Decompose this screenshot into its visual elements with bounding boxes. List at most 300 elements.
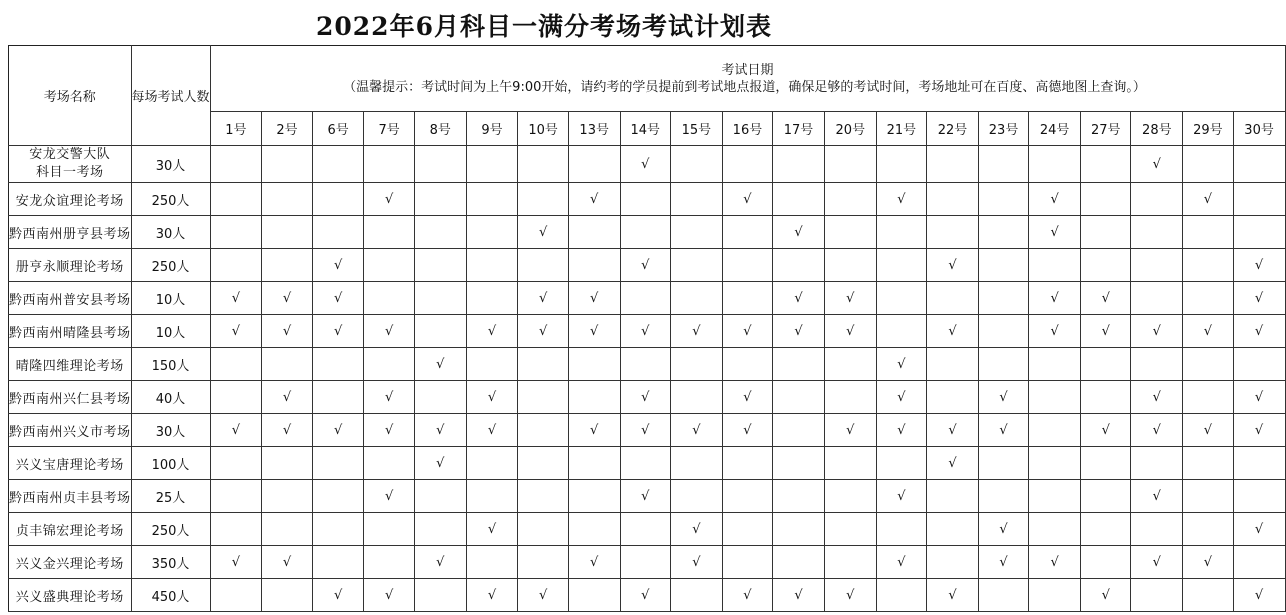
schedule-cell bbox=[773, 480, 825, 513]
check-mark: √ bbox=[1254, 290, 1264, 306]
schedule-cell bbox=[1183, 348, 1233, 381]
check-mark: √ bbox=[692, 554, 701, 570]
date-header-2: 2号 bbox=[262, 112, 312, 146]
venue-name-cell: 贞丰锦宏理论考场 bbox=[9, 513, 132, 546]
schedule-cell bbox=[1131, 348, 1183, 381]
schedule-cell bbox=[1131, 183, 1183, 216]
check-mark: √ bbox=[487, 323, 497, 339]
table-row bbox=[9, 579, 1286, 612]
schedule-cell bbox=[210, 381, 262, 414]
schedule-cell bbox=[466, 579, 518, 612]
schedule-cell bbox=[670, 447, 722, 480]
schedule-cell bbox=[773, 381, 825, 414]
schedule-cell bbox=[466, 546, 518, 579]
schedule-cell bbox=[466, 513, 518, 546]
schedule-cell bbox=[824, 348, 876, 381]
schedule-cell bbox=[1029, 546, 1081, 579]
check-mark: √ bbox=[846, 323, 855, 339]
check-mark: √ bbox=[385, 389, 394, 405]
date-header-5: 8号 bbox=[414, 112, 466, 146]
check-mark: √ bbox=[1152, 554, 1161, 570]
check-mark: √ bbox=[385, 587, 394, 603]
schedule-cell bbox=[312, 414, 364, 447]
schedule-cell bbox=[1081, 249, 1131, 282]
check-mark: √ bbox=[1203, 422, 1213, 438]
schedule-cell bbox=[1233, 546, 1285, 579]
check-mark: √ bbox=[538, 587, 548, 603]
check-mark: √ bbox=[948, 455, 957, 471]
schedule-cell bbox=[620, 546, 670, 579]
schedule-cell bbox=[1029, 480, 1081, 513]
schedule-cell bbox=[466, 183, 518, 216]
schedule-cell bbox=[1081, 216, 1131, 249]
schedule-cell bbox=[364, 480, 414, 513]
check-mark: √ bbox=[1101, 323, 1110, 339]
check-mark: √ bbox=[282, 389, 292, 405]
table-row bbox=[9, 282, 1286, 315]
schedule-cell bbox=[876, 249, 926, 282]
table-row bbox=[9, 183, 1286, 216]
check-mark: √ bbox=[641, 587, 650, 603]
check-mark: √ bbox=[436, 455, 445, 471]
capacity-cell: 30人 bbox=[131, 146, 210, 183]
check-mark: √ bbox=[948, 323, 957, 339]
capacity-cell: 250人 bbox=[131, 513, 210, 546]
schedule-cell bbox=[1233, 183, 1285, 216]
schedule-cell bbox=[670, 183, 722, 216]
schedule-cell bbox=[414, 546, 466, 579]
check-mark: √ bbox=[641, 422, 650, 438]
schedule-cell bbox=[927, 146, 979, 183]
schedule-cell bbox=[1183, 282, 1233, 315]
table-row bbox=[9, 447, 1286, 480]
schedule-cell bbox=[876, 216, 926, 249]
schedule-cell bbox=[364, 216, 414, 249]
schedule-cell bbox=[1029, 513, 1081, 546]
schedule-cell bbox=[568, 414, 620, 447]
schedule-cell bbox=[670, 579, 722, 612]
schedule-cell bbox=[1131, 480, 1183, 513]
schedule-cell bbox=[1131, 249, 1183, 282]
schedule-cell bbox=[1081, 282, 1131, 315]
schedule-cell bbox=[620, 282, 670, 315]
check-mark: √ bbox=[999, 521, 1008, 537]
check-mark: √ bbox=[1152, 422, 1161, 438]
schedule-cell bbox=[1183, 315, 1233, 348]
schedule-cell bbox=[1183, 513, 1233, 546]
schedule-cell bbox=[773, 546, 825, 579]
check-mark: √ bbox=[794, 290, 803, 306]
schedule-cell bbox=[414, 249, 466, 282]
schedule-cell bbox=[262, 216, 312, 249]
schedule-cell bbox=[518, 216, 568, 249]
schedule-cell bbox=[670, 216, 722, 249]
schedule-cell bbox=[1029, 183, 1081, 216]
schedule-cell bbox=[773, 447, 825, 480]
check-mark: √ bbox=[282, 290, 292, 306]
table-row bbox=[9, 381, 1286, 414]
schedule-cell bbox=[670, 146, 722, 183]
schedule-cell bbox=[466, 480, 518, 513]
schedule-cell bbox=[262, 480, 312, 513]
schedule-cell bbox=[722, 282, 772, 315]
schedule-cell bbox=[262, 513, 312, 546]
check-mark: √ bbox=[333, 587, 343, 603]
date-header-8: 13号 bbox=[568, 112, 620, 146]
capacity-cell: 10人 bbox=[131, 315, 210, 348]
check-mark: √ bbox=[282, 323, 292, 339]
capacity-cell: 30人 bbox=[131, 216, 210, 249]
schedule-cell bbox=[927, 546, 979, 579]
schedule-cell bbox=[670, 315, 722, 348]
capacity-header: 每场考试人数 bbox=[131, 46, 210, 146]
check-mark: √ bbox=[794, 323, 803, 339]
check-mark: √ bbox=[436, 356, 445, 372]
schedule-cell bbox=[1131, 315, 1183, 348]
schedule-cell bbox=[364, 513, 414, 546]
check-mark: √ bbox=[1050, 224, 1059, 240]
schedule-cell bbox=[722, 414, 772, 447]
venue-name-cell: 黔西南州普安县考场 bbox=[9, 282, 132, 315]
schedule-cell bbox=[414, 216, 466, 249]
schedule-cell bbox=[722, 447, 772, 480]
check-mark: √ bbox=[1254, 521, 1264, 537]
schedule-cell bbox=[978, 480, 1028, 513]
check-mark: √ bbox=[1254, 587, 1264, 603]
schedule-cell bbox=[1183, 579, 1233, 612]
schedule-cell bbox=[722, 216, 772, 249]
schedule-cell bbox=[466, 315, 518, 348]
check-mark: √ bbox=[897, 488, 906, 504]
schedule-cell bbox=[262, 381, 312, 414]
schedule-cell bbox=[210, 146, 262, 183]
table-row bbox=[9, 348, 1286, 381]
venue-name-cell: 黔西南州贞丰县考场 bbox=[9, 480, 132, 513]
schedule-cell bbox=[1081, 546, 1131, 579]
schedule-cell bbox=[312, 480, 364, 513]
schedule-cell bbox=[312, 249, 364, 282]
date-header-12: 17号 bbox=[773, 112, 825, 146]
schedule-cell bbox=[1233, 381, 1285, 414]
check-mark: √ bbox=[1203, 554, 1213, 570]
check-mark: √ bbox=[333, 323, 343, 339]
check-mark: √ bbox=[590, 290, 599, 306]
schedule-cell bbox=[773, 146, 825, 183]
schedule-cell bbox=[876, 315, 926, 348]
schedule-cell bbox=[568, 146, 620, 183]
schedule-cell bbox=[876, 546, 926, 579]
schedule-cell bbox=[364, 183, 414, 216]
check-mark: √ bbox=[743, 323, 752, 339]
schedule-cell bbox=[414, 348, 466, 381]
schedule-cell bbox=[773, 348, 825, 381]
schedule-cell bbox=[620, 480, 670, 513]
schedule-cell bbox=[978, 282, 1028, 315]
schedule-cell bbox=[927, 513, 979, 546]
schedule-cell bbox=[773, 282, 825, 315]
date-header-4: 7号 bbox=[364, 112, 414, 146]
check-mark: √ bbox=[897, 389, 906, 405]
schedule-cell bbox=[1233, 447, 1285, 480]
schedule-cell bbox=[1183, 414, 1233, 447]
schedule-cell bbox=[568, 249, 620, 282]
schedule-cell bbox=[210, 315, 262, 348]
schedule-cell bbox=[620, 183, 670, 216]
schedule-cell bbox=[1029, 447, 1081, 480]
schedule-cell bbox=[773, 579, 825, 612]
venue-name-cell: 黔西南州兴义市考场 bbox=[9, 414, 132, 447]
schedule-cell bbox=[978, 546, 1028, 579]
schedule-cell bbox=[1131, 546, 1183, 579]
check-mark: √ bbox=[999, 554, 1008, 570]
check-mark: √ bbox=[231, 422, 241, 438]
schedule-cell bbox=[312, 348, 364, 381]
check-mark: √ bbox=[538, 224, 548, 240]
date-header-3: 6号 bbox=[312, 112, 364, 146]
capacity-cell: 40人 bbox=[131, 381, 210, 414]
schedule-cell bbox=[210, 546, 262, 579]
schedule-cell bbox=[670, 381, 722, 414]
schedule-cell bbox=[518, 183, 568, 216]
schedule-cell bbox=[466, 216, 518, 249]
schedule-cell bbox=[876, 513, 926, 546]
check-mark: √ bbox=[743, 389, 752, 405]
schedule-cell bbox=[364, 282, 414, 315]
schedule-cell bbox=[876, 146, 926, 183]
schedule-cell bbox=[1183, 216, 1233, 249]
check-mark: √ bbox=[948, 587, 957, 603]
schedule-cell bbox=[364, 447, 414, 480]
schedule-cell bbox=[210, 579, 262, 612]
schedule-cell bbox=[978, 447, 1028, 480]
dates-title: 考试日期 bbox=[721, 62, 774, 78]
schedule-cell bbox=[722, 480, 772, 513]
check-mark: √ bbox=[1254, 257, 1264, 273]
schedule-cell bbox=[620, 381, 670, 414]
check-mark: √ bbox=[1050, 290, 1059, 306]
schedule-cell bbox=[210, 282, 262, 315]
check-mark: √ bbox=[487, 422, 497, 438]
venue-name-cell: 黔西南州册亨县考场 bbox=[9, 216, 132, 249]
schedule-cell bbox=[1131, 146, 1183, 183]
schedule-cell bbox=[978, 579, 1028, 612]
schedule-cell bbox=[1029, 249, 1081, 282]
schedule-cell bbox=[210, 348, 262, 381]
schedule-cell bbox=[1029, 348, 1081, 381]
schedule-cell bbox=[876, 480, 926, 513]
schedule-cell bbox=[1183, 249, 1233, 282]
schedule-cell bbox=[568, 513, 620, 546]
schedule-cell bbox=[518, 282, 568, 315]
check-mark: √ bbox=[1152, 488, 1161, 504]
schedule-cell bbox=[364, 546, 414, 579]
check-mark: √ bbox=[692, 521, 701, 537]
schedule-cell bbox=[824, 447, 876, 480]
schedule-cell bbox=[620, 216, 670, 249]
schedule-cell bbox=[1131, 447, 1183, 480]
schedule-cell bbox=[210, 249, 262, 282]
schedule-cell bbox=[927, 447, 979, 480]
schedule-table bbox=[8, 45, 1286, 612]
schedule-cell bbox=[518, 315, 568, 348]
schedule-cell bbox=[1081, 447, 1131, 480]
schedule-cell bbox=[414, 480, 466, 513]
check-mark: √ bbox=[538, 323, 548, 339]
schedule-cell bbox=[1183, 381, 1233, 414]
venue-name-cell: 兴义盛典理论考场 bbox=[9, 579, 132, 612]
capacity-cell: 250人 bbox=[131, 249, 210, 282]
capacity-cell: 250人 bbox=[131, 183, 210, 216]
check-mark: √ bbox=[794, 224, 803, 240]
check-mark: √ bbox=[590, 422, 599, 438]
schedule-cell bbox=[1081, 513, 1131, 546]
venue-name-cell: 册亨永顺理论考场 bbox=[9, 249, 132, 282]
date-header-1: 1号 bbox=[210, 112, 262, 146]
schedule-cell bbox=[773, 414, 825, 447]
schedule-cell bbox=[364, 348, 414, 381]
schedule-cell bbox=[518, 513, 568, 546]
check-mark: √ bbox=[641, 488, 650, 504]
check-mark: √ bbox=[1050, 323, 1059, 339]
schedule-cell bbox=[1233, 348, 1285, 381]
date-header-13: 20号 bbox=[824, 112, 876, 146]
schedule-cell bbox=[262, 146, 312, 183]
schedule-cell bbox=[1081, 146, 1131, 183]
check-mark: √ bbox=[333, 422, 343, 438]
schedule-cell bbox=[722, 546, 772, 579]
schedule-cell bbox=[364, 146, 414, 183]
schedule-cell bbox=[1233, 146, 1285, 183]
schedule-cell bbox=[773, 315, 825, 348]
schedule-cell bbox=[927, 381, 979, 414]
check-mark: √ bbox=[538, 290, 548, 306]
check-mark: √ bbox=[333, 290, 343, 306]
schedule-cell bbox=[824, 216, 876, 249]
schedule-cell bbox=[670, 513, 722, 546]
schedule-cell bbox=[620, 513, 670, 546]
schedule-cell bbox=[312, 282, 364, 315]
schedule-cell bbox=[364, 249, 414, 282]
schedule-cell bbox=[1233, 249, 1285, 282]
schedule-cell bbox=[1233, 216, 1285, 249]
check-mark: √ bbox=[1101, 422, 1110, 438]
schedule-cell bbox=[568, 381, 620, 414]
schedule-cell bbox=[978, 381, 1028, 414]
schedule-cell bbox=[414, 146, 466, 183]
check-mark: √ bbox=[999, 422, 1008, 438]
venue-name-cell: 兴义金兴理论考场 bbox=[9, 546, 132, 579]
schedule-cell bbox=[978, 146, 1028, 183]
check-mark: √ bbox=[743, 191, 752, 207]
schedule-cell bbox=[414, 414, 466, 447]
check-mark: √ bbox=[1152, 323, 1161, 339]
schedule-cell bbox=[568, 348, 620, 381]
schedule-cell bbox=[722, 513, 772, 546]
schedule-cell bbox=[876, 348, 926, 381]
date-header-15: 22号 bbox=[927, 112, 979, 146]
schedule-cell bbox=[1081, 381, 1131, 414]
schedule-cell bbox=[927, 315, 979, 348]
schedule-cell bbox=[927, 348, 979, 381]
schedule-cell bbox=[518, 546, 568, 579]
check-mark: √ bbox=[897, 422, 906, 438]
schedule-cell bbox=[364, 381, 414, 414]
check-mark: √ bbox=[1152, 389, 1161, 405]
page-title: 2022年6月科目一满分考场考试计划表 bbox=[316, 12, 772, 41]
schedule-cell bbox=[978, 249, 1028, 282]
venue-name-cell: 黔西南州晴隆县考场 bbox=[9, 315, 132, 348]
schedule-cell bbox=[1131, 381, 1183, 414]
schedule-cell bbox=[1233, 315, 1285, 348]
schedule-cell bbox=[518, 480, 568, 513]
schedule-cell bbox=[876, 381, 926, 414]
schedule-cell bbox=[568, 480, 620, 513]
schedule-cell bbox=[568, 282, 620, 315]
schedule-cell bbox=[466, 381, 518, 414]
schedule-cell bbox=[518, 348, 568, 381]
schedule-cell bbox=[824, 480, 876, 513]
check-mark: √ bbox=[282, 422, 292, 438]
venue-name-cell: 晴隆四维理论考场 bbox=[9, 348, 132, 381]
check-mark: √ bbox=[743, 587, 752, 603]
schedule-cell bbox=[568, 216, 620, 249]
date-header-17: 24号 bbox=[1029, 112, 1081, 146]
schedule-cell bbox=[518, 381, 568, 414]
schedule-body bbox=[9, 146, 1286, 612]
schedule-cell bbox=[670, 348, 722, 381]
schedule-cell bbox=[1233, 579, 1285, 612]
date-header-18: 27号 bbox=[1081, 112, 1131, 146]
schedule-cell bbox=[466, 447, 518, 480]
schedule-cell bbox=[364, 315, 414, 348]
schedule-cell bbox=[773, 513, 825, 546]
table-row bbox=[9, 249, 1286, 282]
check-mark: √ bbox=[641, 257, 650, 273]
schedule-cell bbox=[670, 414, 722, 447]
schedule-cell bbox=[1029, 282, 1081, 315]
schedule-cell bbox=[1183, 447, 1233, 480]
schedule-cell bbox=[1131, 579, 1183, 612]
date-header-14: 21号 bbox=[876, 112, 926, 146]
schedule-cell bbox=[414, 282, 466, 315]
schedule-cell bbox=[1183, 183, 1233, 216]
schedule-cell bbox=[466, 348, 518, 381]
check-mark: √ bbox=[282, 554, 292, 570]
check-mark: √ bbox=[1254, 323, 1264, 339]
table-row bbox=[9, 216, 1286, 249]
check-mark: √ bbox=[846, 587, 855, 603]
schedule-cell bbox=[876, 447, 926, 480]
check-mark: √ bbox=[948, 422, 957, 438]
venue-header: 考场名称 bbox=[9, 46, 132, 146]
schedule-cell bbox=[568, 546, 620, 579]
schedule-cell bbox=[466, 249, 518, 282]
schedule-cell bbox=[1183, 146, 1233, 183]
check-mark: √ bbox=[385, 422, 394, 438]
schedule-cell bbox=[312, 381, 364, 414]
schedule-cell bbox=[210, 183, 262, 216]
schedule-cell bbox=[414, 381, 466, 414]
check-mark: √ bbox=[846, 422, 855, 438]
date-header-9: 14号 bbox=[620, 112, 670, 146]
schedule-cell bbox=[1233, 513, 1285, 546]
table-row bbox=[9, 414, 1286, 447]
schedule-cell bbox=[1081, 315, 1131, 348]
schedule-sheet bbox=[8, 8, 1274, 615]
check-mark: √ bbox=[743, 422, 752, 438]
schedule-cell bbox=[722, 183, 772, 216]
date-header-16: 23号 bbox=[978, 112, 1028, 146]
